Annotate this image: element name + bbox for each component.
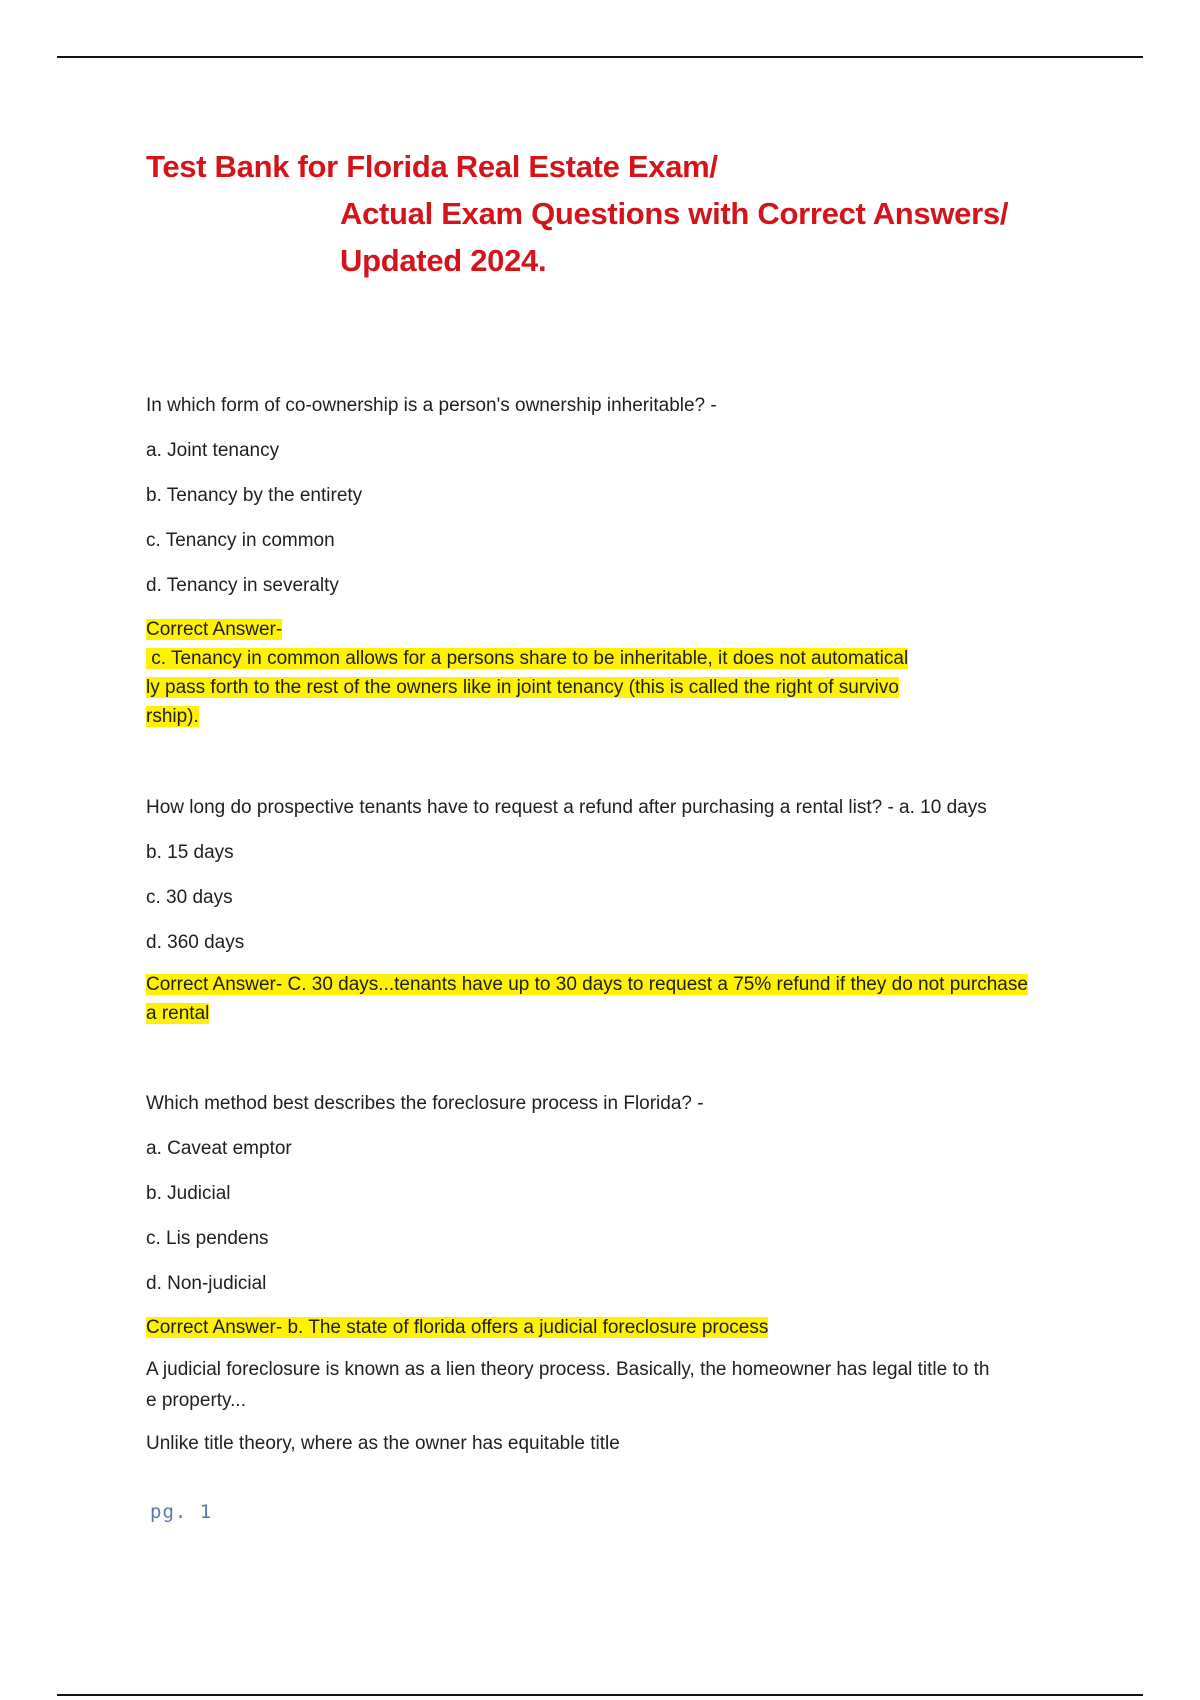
footer-rule xyxy=(57,1694,1143,1696)
option-d: d. Non-judicial xyxy=(146,1273,267,1294)
question-text: How long do prospective tenants have to request a refund after purchasing a rental list? - a. 10 days xyxy=(146,797,987,818)
option-c: c. Lis pendens xyxy=(146,1228,269,1249)
question-text: Which method best describes the foreclosure process in Florida? - xyxy=(146,1093,704,1114)
explanation-note: Unlike title theory, where as the owner has equitable title xyxy=(146,1433,620,1454)
option-c: c. 30 days xyxy=(146,887,233,908)
question-block-3 xyxy=(146,1090,1126,1459)
answer-line-1: Correct Answer- b. The state of florida offers a judicial foreclosure process xyxy=(146,1317,769,1338)
option-a: a. Caveat emptor xyxy=(146,1138,292,1159)
title-line-1: Test Bank for Florida Real Estate Exam/ xyxy=(146,149,718,184)
question-block-1 xyxy=(146,392,1126,731)
answer-line-3: rship). xyxy=(146,706,199,727)
page-number: pg. 1 xyxy=(150,1501,213,1523)
question-text: In which form of co-ownership is a person's ownership inheritable? - xyxy=(146,395,717,416)
explanation-line-2: e property... xyxy=(146,1390,246,1411)
question-block-2 xyxy=(146,794,1126,1028)
title-line-3: Updated 2024. xyxy=(340,243,547,278)
answer-line-1: Correct Answer- C. 30 days...tenants have up to 30 days to request a 75% refund if they do not purchase xyxy=(146,974,1028,995)
answer-line-2: ly pass forth to the rest of the owners like in joint tenancy (this is called the right of survivo xyxy=(146,677,899,698)
option-b: b. Judicial xyxy=(146,1183,231,1204)
title-line-2: Actual Exam Questions with Correct Answers/ xyxy=(340,196,1009,231)
questions-body xyxy=(146,392,1126,1459)
answer-line-2: a rental xyxy=(146,1003,210,1024)
correct-answer xyxy=(146,615,1126,731)
explanation-line-1: A judicial foreclosure is known as a lien theory process. Basically, the homeowner has legal title to th xyxy=(146,1359,990,1380)
explanation xyxy=(146,1354,1126,1416)
header-rule xyxy=(57,56,1143,58)
option-a: a. Joint tenancy xyxy=(146,440,280,461)
answer-line-1: c. Tenancy in common allows for a persons share to be inheritable, it does not automatical xyxy=(146,648,909,669)
option-d: d. Tenancy in severalty xyxy=(146,575,339,596)
document-title xyxy=(146,143,1008,284)
option-c: c. Tenancy in common xyxy=(146,530,335,551)
option-b: b. Tenancy by the entirety xyxy=(146,485,363,506)
correct-answer xyxy=(146,970,1126,1028)
answer-label: Correct Answer- xyxy=(146,619,283,640)
correct-answer xyxy=(146,1313,1126,1342)
option-b: b. 15 days xyxy=(146,842,234,863)
option-d: d. 360 days xyxy=(146,932,245,953)
